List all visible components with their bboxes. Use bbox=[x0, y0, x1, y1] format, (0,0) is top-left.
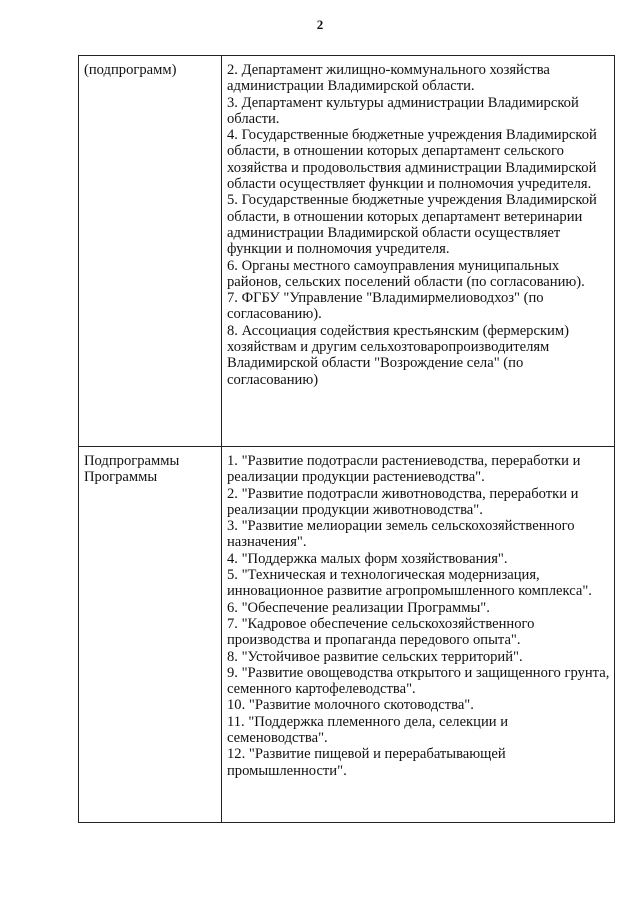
row-label-cell bbox=[79, 447, 222, 823]
list-item: 3. Департамент культуры администрации Владимирской области. bbox=[227, 94, 579, 127]
list-item: 6. Органы местного самоуправления муниципальных районов, сельских поселений области (по согласованию). bbox=[227, 257, 585, 290]
list-item: 7. ФГБУ "Управление "Владимирмелиоводхоз" (по согласованию). bbox=[227, 290, 544, 323]
row-content-cell bbox=[222, 447, 615, 823]
list-item: 3. "Развитие мелиорации земель сельскохозяйственного назначения". bbox=[227, 518, 575, 551]
list-item: 12. "Развитие пищевой и перерабатывающей промышленности". bbox=[227, 746, 506, 779]
table-row-subprograms bbox=[79, 447, 615, 823]
list-item: 11. "Поддержка племенного дела, селекции и семеноводства". bbox=[227, 713, 509, 747]
list-item: 8. Ассоциация содействия крестьянским (фермерским) хозяйствам и другим сельхозтоваропроизводителям Владимирской области "Возрождение села" (по согласованию) bbox=[227, 322, 569, 388]
page-number: 2 bbox=[316, 17, 324, 32]
list-item: 5. Государственные бюджетные учреждения Владимирской области, в отношении которых департамент ветеринарии администрации Владимирской области осуществляет функции и полномочия учредителя. bbox=[227, 192, 597, 258]
list-item: 1. "Развитие подотрасли растениеводства, переработки и реализации продукции растениеводства". bbox=[227, 453, 581, 486]
row-label-cell bbox=[79, 56, 222, 447]
list-item: 9. "Развитие овощеводства открытого и защищенного грунта, семенного картофелеводства". bbox=[227, 664, 610, 698]
list-item: 2. Департамент жилищно-коммунального хозяйства администрации Владимирской области. bbox=[227, 62, 550, 95]
row-label: Подпрограммы bbox=[84, 453, 180, 469]
list-item: 4. "Поддержка малых форм хозяйствования". bbox=[227, 550, 508, 567]
table-row-executors bbox=[79, 56, 615, 447]
list-item: 10. "Развитие молочного скотоводства". bbox=[227, 697, 474, 714]
program-passport-table bbox=[78, 55, 615, 823]
row-label: Программы bbox=[84, 469, 158, 486]
list-item: 4. Государственные бюджетные учреждения Владимирской области, в отношении которых департамент сельского хозяйства и продовольствия администрации Владимирской области осуществляет функции и полномочия учредителя. bbox=[227, 127, 597, 193]
row-content-cell bbox=[222, 56, 615, 447]
list-item: 6. "Обеспечение реализации Программы". bbox=[227, 599, 490, 616]
list-item: 8. "Устойчивое развитие сельских территорий". bbox=[227, 648, 523, 665]
list-item: 2. "Развитие подотрасли животноводства, переработки и реализации продукции животноводства". bbox=[227, 485, 579, 518]
row-label: (подпрограмм) bbox=[84, 62, 177, 78]
list-item: 7. "Кадровое обеспечение сельскохозяйственного производства и пропаганда передового опыта". bbox=[227, 615, 535, 649]
list-item: 5. "Техническая и технологическая модернизация, инновационное развитие агропромышленного комплекса". bbox=[227, 567, 592, 600]
